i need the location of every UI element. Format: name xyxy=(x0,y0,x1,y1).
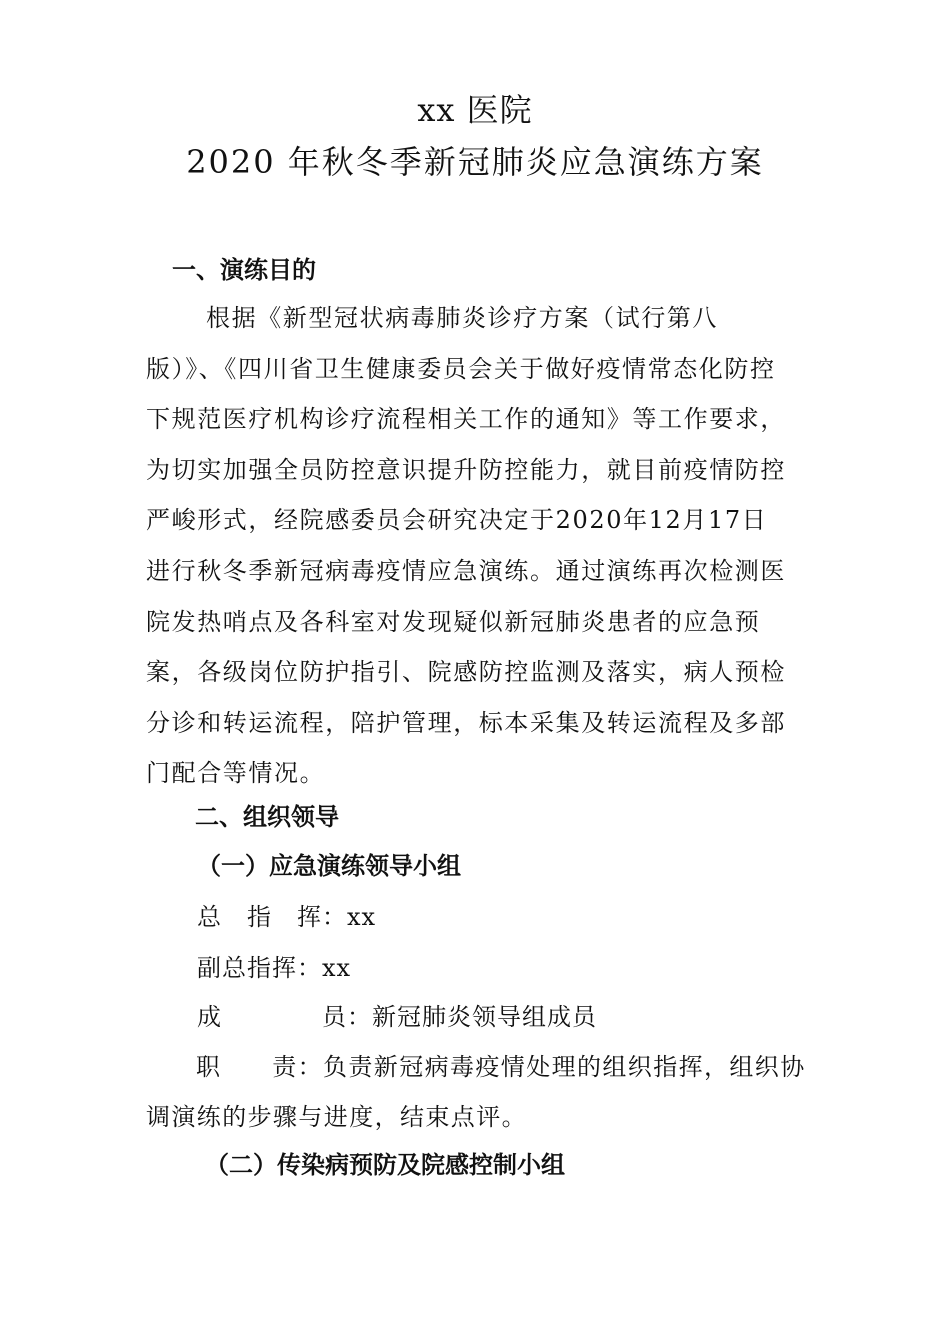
section-heading-purpose: 一、演练目的 xyxy=(172,256,316,284)
commander-value: xx xyxy=(347,903,377,931)
commander-label: 总 指 挥： xyxy=(197,903,347,931)
commander-row xyxy=(197,901,376,933)
deputy-commander-row xyxy=(197,952,351,984)
section-purpose-paragraph: 根据《新型冠状病毒肺炎诊疗方案（试行第八版）》、《四川省卫生健康委员会关于做好疫情常态化防控下规范医疗机构诊疗流程相关工作的通知》等工作要求，为切实加强全员防控意识提升防控能力，就目前疫情防控严峻形式，经院感委员会研究决定于2020年12月17日进行秋冬季新冠病毒疫情应急演练。通过演练再次检测医院发热哨点及各科室对发现疑似新冠肺炎患者的应急预案，各级岗位防护指引、院感防控监测及落实，病人预检分诊和转运流程，陪护管理，标本采集及转运流程及多部门配合等情况。 xyxy=(146,304,786,788)
subsection-heading-leadership-group: （一）应急演练领导小组 xyxy=(197,852,461,880)
members-label: 成 员： xyxy=(197,1003,372,1031)
subsection-heading-infection-control-group: （二）传染病预防及院感控制小组 xyxy=(205,1151,565,1179)
duty-paragraph: 职 责：负责新冠病毒疫情处理的组织指挥，组织协调演练的步骤与进度，结束点评。 xyxy=(146,1053,806,1131)
section-heading-organization: 二、组织领导 xyxy=(195,803,339,831)
document-title-plan: 2020 年秋冬季新冠肺炎应急演练方案 xyxy=(186,143,764,181)
document-title-hospital: xx 医院 xyxy=(417,91,533,129)
deputy-commander-value: xx xyxy=(322,954,352,982)
members-value: 新冠肺炎领导组成员 xyxy=(372,1003,597,1031)
members-row xyxy=(197,1001,597,1033)
deputy-commander-label: 副总指挥： xyxy=(197,954,322,982)
